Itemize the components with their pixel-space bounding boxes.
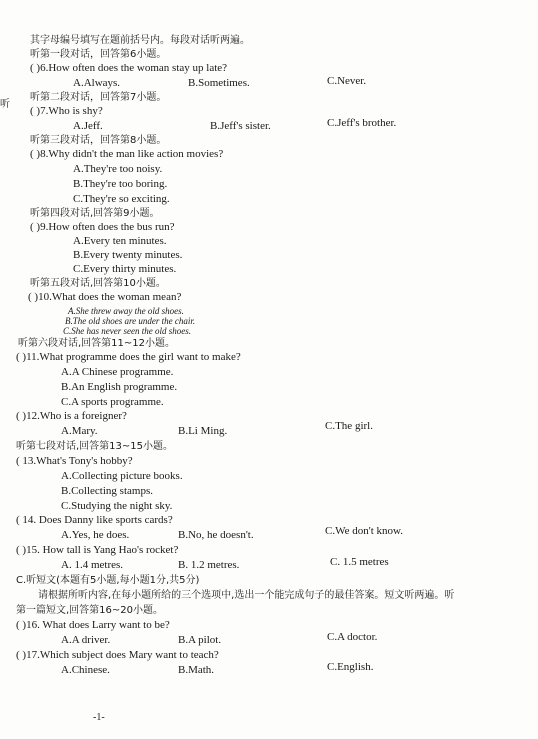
question-line: A.Collecting picture books.: [61, 470, 183, 482]
question-line: A. 1.4 metres.: [61, 559, 124, 571]
question-line: ( )8.Why didn't the man like action movies?: [30, 148, 224, 160]
section-instruction: C.听短文(本题有5小题,每小题1分,共5分): [16, 575, 200, 586]
section-instruction: 听第五段对话,回答第10小题。: [30, 278, 166, 289]
question-line: B.Sometimes.: [188, 77, 250, 89]
question-line: A.She threw away the old shoes.: [68, 306, 184, 316]
question-line: A.Mary.: [61, 425, 98, 437]
question-line: C.We don't know.: [325, 525, 403, 537]
question-line: C.English.: [327, 661, 374, 673]
question-line: A.Chinese.: [61, 664, 110, 676]
question-line: B.Every twenty minutes.: [73, 249, 183, 261]
question-line: ( )9.How often does the bus run?: [30, 221, 175, 233]
question-line: B.Li Ming.: [178, 425, 228, 437]
question-line: B.Collecting stamps.: [61, 485, 153, 497]
section-instruction: 请根据所听内容,在每小题所给的三个选项中,选出一个能完成句子的最佳答案。短文听两遍。听: [38, 590, 455, 601]
question-line: C. 1.5 metres: [330, 556, 389, 568]
question-line: B. 1.2 metres.: [178, 559, 240, 571]
section-instruction: 听第三段对话，回答第8小题。: [30, 135, 167, 146]
question-line: ( )10.What does the woman mean?: [28, 291, 182, 303]
question-line: ( )15. How tall is Yang Hao's rocket?: [16, 544, 179, 556]
question-line: C.Every thirty minutes.: [73, 263, 177, 275]
question-line: ( )16. What does Larry want to be?: [16, 619, 170, 631]
question-line: ( )12.Who is a foreigner?: [16, 410, 127, 422]
margin-mark: 听: [0, 99, 10, 110]
question-line: B.Jeff's sister.: [210, 120, 271, 132]
question-line: ( 14. Does Danny like sports cards?: [16, 514, 173, 526]
question-line: ( )7.Who is shy?: [30, 105, 103, 117]
question-line: B.Math.: [178, 664, 215, 676]
page-number: -1-: [93, 712, 105, 723]
question-line: A.Yes, he does.: [61, 529, 130, 541]
question-line: B.They're too boring.: [73, 178, 168, 190]
question-line: C.A sports programme.: [61, 396, 164, 408]
section-instruction: 听第四段对话,回答第9小题。: [30, 208, 160, 219]
section-instruction: 听第二段对话，回答第7小题。: [30, 92, 167, 103]
section-instruction: 听第一段对话，回答第6小题。: [30, 49, 167, 60]
question-line: C.She has never seen the old shoes.: [63, 326, 191, 336]
question-line: B.A pilot.: [178, 634, 222, 646]
question-line: ( )11.What programme does the girl want to make?: [16, 351, 241, 363]
question-line: C.Studying the night sky.: [61, 500, 173, 512]
question-line: C.A doctor.: [327, 631, 378, 643]
question-line: ( 13.What's Tony's hobby?: [16, 455, 133, 467]
question-line: B.The old shoes are under the chair.: [65, 316, 196, 326]
question-line: ( )6.How often does the woman stay up late?: [30, 62, 228, 74]
section-instruction: 第一篇短文,回答第16~20小题。: [16, 605, 164, 616]
section-instruction: 听第六段对话,回答第11~12小题。: [18, 338, 176, 349]
question-line: B.An English programme.: [61, 381, 178, 393]
question-line: A.Always.: [73, 77, 121, 89]
question-line: ( )17.Which subject does Mary want to teach?: [16, 649, 219, 661]
question-line: A.They're too noisy.: [73, 163, 163, 175]
question-line: B.No, he doesn't.: [178, 529, 254, 541]
question-line: C.The girl.: [325, 420, 373, 432]
question-line: C.Jeff's brother.: [327, 117, 397, 129]
question-line: A.Every ten minutes.: [73, 235, 167, 247]
question-line: A.Jeff.: [73, 120, 103, 132]
section-instruction: 其字母编号填写在题前括号内。每段对话听两遍。: [30, 35, 250, 46]
question-line: A.A driver.: [61, 634, 111, 646]
question-line: C.They're so exciting.: [73, 193, 170, 205]
question-line: C.Never.: [327, 75, 367, 87]
section-instruction: 听第七段对话,回答第13~15小题。: [16, 441, 174, 452]
question-line: A.A Chinese programme.: [61, 366, 174, 378]
